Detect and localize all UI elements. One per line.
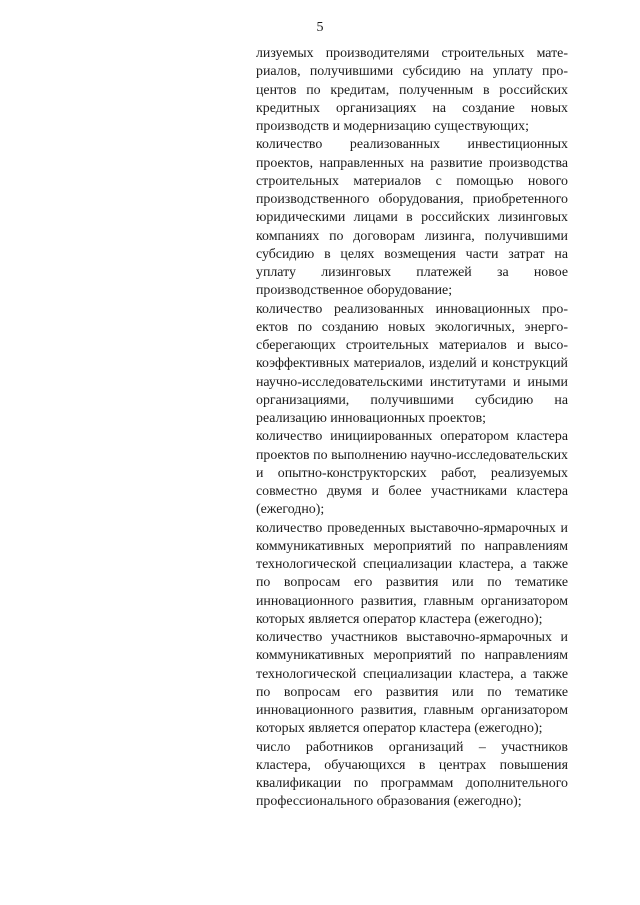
paragraph-leasing-projects: количество реализованных инвестиционных проектов, направленных на развитие производства строительных материалов с помощью нового производственного оборудования, приобретенного юридическими лицами в российских лизинговых компаниях по договорам лизинга, получившими субсидию в целях возмещения части затрат на уплату лизинговых платежей за новое производственное оборудование; [256, 137, 568, 299]
body-text [256, 45, 568, 812]
paragraph-production-loans: лизуемых производителями строительных материалов, получившими субсидию на уплату процентов по кредитам, полученным в российских кредитных организациях на создание новых производств и модернизацию существующих; [256, 46, 568, 134]
paragraph-innovation-projects: количество реализованных инновационных проектов по созданию новых экологичных, энергосберегающих строительных материалов и высокоэффективных материалов, изделий и конструкций научно-исследовательскими институтами и иными организациями, получившими субсидию на реализацию инновационных проектов; [256, 301, 568, 426]
paragraph-exhibition-events: количество проведенных выставочно-ярмарочных и коммуникативных мероприятий по направлениям технологической специализации кластера, а также по вопросам его развития или по тематике инновационного развития, главным организатором которых является оператор кластера (ежегодно); [256, 520, 568, 627]
paragraph-training-employees: число работников организаций – участников кластера, обучающихся в центрах повышения квалификации по программам дополнительного профессионального образования (ежегодно); [256, 739, 568, 810]
paragraph-rnd-projects: количество инициированных оператором кластера проектов по выполнению научно-исследовательских и опытно-конструкторских работ, реализуемых совместно двумя и более участниками кластера (ежегодно); [256, 429, 568, 518]
page-number: 5 [316, 20, 324, 35]
paragraph-exhibition-participants: количество участников выставочно-ярмарочных и коммуникативных мероприятий по направлениям технологической специализации кластера, а также по вопросам его развития или по тематике инновационного развития, главным организатором которых является оператор кластера (ежегодно); [256, 630, 568, 737]
